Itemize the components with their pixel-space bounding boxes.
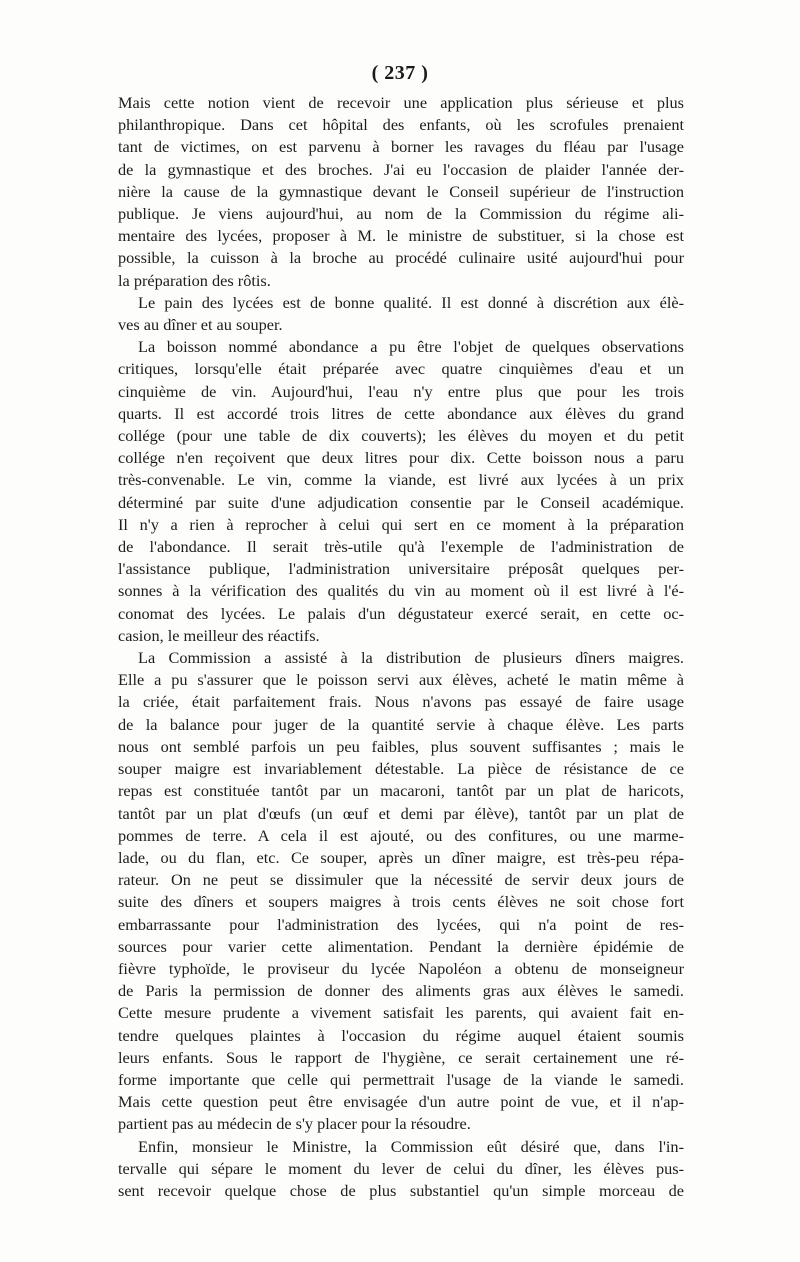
text-line: critiques, lorsqu'elle était préparée avec quatre cinquièmes d'eau et un <box>118 359 684 379</box>
text-line: conomat des lycées. Le palais d'un dégustateur exercé serait, en cette oc- <box>118 603 684 623</box>
text-line: de la balance pour juger de la quantité servie à chaque élève. Les parts <box>118 714 684 734</box>
text-line: Mais cette question peut être envisagée d'un autre point de vue, et il n'ap- <box>118 1092 684 1112</box>
text-line: souper maigre est invariablement détestable. La pièce de résistance de ce <box>118 759 684 779</box>
text-line: fièvre typhoïde, le proviseur du lycée Napoléon a obtenu de monseigneur <box>118 958 684 978</box>
text-line: la criée, était parfaitement frais. Nous n'avons pas essayé de faire usage <box>118 692 684 712</box>
text-line: Cette mesure prudente a vivement satisfait les parents, qui avaient fait en- <box>118 1003 684 1023</box>
text-line: collége n'en reçoivent que deux litres pour dix. Cette boisson nous a paru <box>118 448 684 468</box>
text-line: lade, ou du flan, etc. Ce souper, après un dîner maigre, est très-peu répa- <box>118 847 684 867</box>
text-line: tendre quelques plaintes à l'occasion du régime auquel étaient soumis <box>118 1025 684 1045</box>
text-line: sent recevoir quelque chose de plus substantiel qu'un simple morceau de <box>118 1180 684 1200</box>
paragraph <box>118 336 684 647</box>
body-text <box>118 92 684 1202</box>
text-line: La Commission a assisté à la distribution de plusieurs dîners maigres. <box>138 648 684 668</box>
text-line: publique. Je viens aujourd'hui, au nom de la Commission du régime ali- <box>118 204 684 224</box>
text-line: tant de victimes, on est parvenu à borner les ravages du fléau par l'usage <box>118 137 684 157</box>
text-line: cinquième de vin. Aujourd'hui, l'eau n'y entre plus que pour les trois <box>118 381 684 401</box>
text-line: suite des dîners et soupers maigres à trois cents élèves ne soit chose fort <box>118 892 684 912</box>
text-line: mentaire des lycées, proposer à M. le ministre de substituer, si la chose est <box>118 226 684 246</box>
text-line: nous ont semblé parfois un peu faibles, plus souvent suffisantes ; mais le <box>118 736 684 756</box>
text-line: nière la cause de la gymnastique devant le Conseil supérieur de l'instruction <box>118 181 684 201</box>
text-line: La boisson nommé abondance a pu être l'objet de quelques observations <box>138 337 684 357</box>
text-line: tantôt par un plat d'œufs (un œuf et demi par élève), tantôt par un plat de <box>118 803 684 823</box>
text-line: tervalle qui sépare le moment du lever de celui du dîner, les élèves pus- <box>118 1158 684 1178</box>
text-line: sonnes à la vérification des qualités du vin au moment où il est livré à l'é- <box>118 581 684 601</box>
text-line: l'assistance publique, l'administration universitaire préposât quelques per- <box>118 559 684 579</box>
text-line: embarrassante pour l'administration des lycées, qui n'a point de res- <box>118 914 684 934</box>
text-line: casion, le meilleur des réactifs. <box>118 625 320 645</box>
text-line: repas est constituée tantôt par un macaroni, tantôt par un plat de haricots, <box>118 781 684 801</box>
text-line: Le pain des lycées est de bonne qualité. Il est donné à discrétion aux élè- <box>138 292 684 312</box>
paragraph <box>118 292 684 336</box>
text-line: Mais cette notion vient de recevoir une application plus sérieuse et plus <box>118 93 684 112</box>
text-line: Elle a pu s'assurer que le poisson servi aux élèves, acheté le matin même à <box>118 670 684 690</box>
text-line: forme importante que celle qui permettrait l'usage de la viande le samedi. <box>118 1069 684 1089</box>
text-line: ves au dîner et au souper. <box>118 315 283 335</box>
text-line: philanthropique. Dans cet hôpital des enfants, où les scrofules prenaient <box>118 115 684 135</box>
text-line: collége (pour une table de dix couverts); les élèves du moyen et du petit <box>118 426 684 446</box>
text-line: quarts. Il est accordé trois litres de cette abondance aux élèves du grand <box>118 403 684 423</box>
text-line: leurs enfants. Sous le rapport de l'hygiène, ce serait certainement une ré- <box>118 1047 684 1067</box>
text-line: pommes de terre. A cela il est ajouté, ou des confitures, ou une marme- <box>118 825 684 845</box>
text-line: partient pas au médecin de s'y placer pour la résoudre. <box>118 1114 471 1134</box>
text-line: rateur. On ne peut se dissimuler que la nécessité de servir deux jours de <box>118 870 684 890</box>
text-line: possible, la cuisson à la broche au procédé culinaire usité aujourd'hui pour <box>118 248 684 268</box>
page-number: ( 237 ) <box>371 62 429 84</box>
paragraph <box>118 1136 684 1203</box>
text-line: sources pour varier cette alimentation. Pendant la dernière épidémie de <box>118 936 684 956</box>
paragraph <box>118 92 684 292</box>
text-line: Il n'y a rien à reprocher à celui qui sert en ce moment à la préparation <box>118 514 684 534</box>
text-line: de Paris la permission de donner des aliments gras aux élèves le samedi. <box>118 981 684 1001</box>
text-line: la préparation des rôtis. <box>118 270 271 290</box>
text-line: très-convenable. Le vin, comme la viande, est livré aux lycées à un prix <box>118 470 684 490</box>
text-line: Enfin, monsieur le Ministre, la Commission eût désiré que, dans l'in- <box>138 1136 684 1156</box>
text-line: de l'abondance. Il serait très-utile qu'à l'exemple de l'administration de <box>118 537 684 557</box>
paragraph <box>118 647 684 1135</box>
text-line: de la gymnastique et des broches. J'ai eu l'occasion de plaider l'année der- <box>118 159 684 179</box>
text-line: déterminé par suite d'une adjudication consentie par le Conseil académique. <box>118 492 684 512</box>
